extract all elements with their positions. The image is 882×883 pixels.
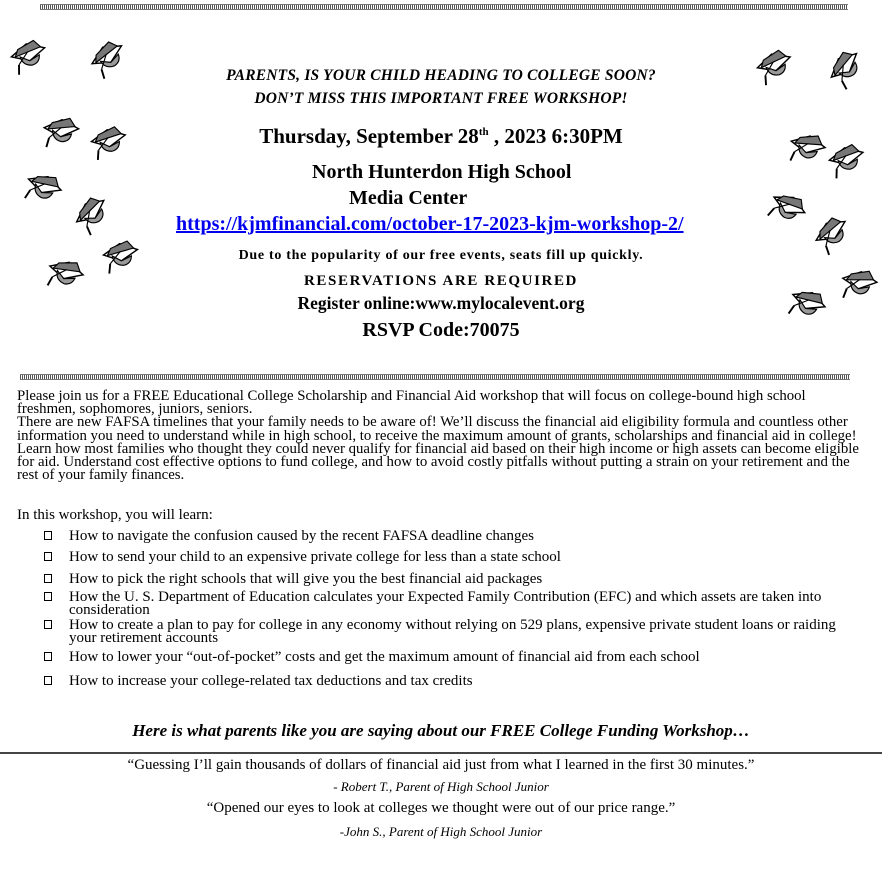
testimonials-heading: Here is what parents like you are saying about our FREE College Funding Workshop… bbox=[132, 721, 750, 740]
checkbox-bullet-icon bbox=[44, 620, 52, 629]
venue-room: Media Center bbox=[349, 187, 468, 209]
checkbox-bullet-icon bbox=[44, 552, 52, 561]
rsvp-code: RSVP Code:70075 bbox=[362, 319, 520, 341]
learn-intro: In this workshop, you will learn: bbox=[17, 507, 213, 523]
workshop-link[interactable]: https://kjmfinancial.com/october-17-2023-kjm-workshop-2/ bbox=[176, 213, 684, 235]
list-item-text: How to increase your college-related tax deductions and tax credits bbox=[69, 673, 473, 689]
graduation-cap-icon bbox=[64, 186, 122, 244]
headline-line-2: DON’T MISS THIS IMPORTANT FREE WORKSHOP! bbox=[254, 90, 628, 107]
register-online: Register online:www.mylocalevent.org bbox=[297, 293, 585, 313]
event-date bbox=[0, 124, 882, 149]
intro-text bbox=[17, 390, 867, 482]
checkbox-bullet-icon bbox=[44, 676, 52, 685]
list-item-text: How the U. S. Department of Education calculates your Expected Family Contribution (EFC) and which assets are taken into consideration bbox=[69, 589, 822, 619]
list-item-text: How to create a plan to pay for college in any economy without relying on 529 plans, expensive private student loans or raiding your retirement accounts bbox=[69, 617, 836, 647]
list-item-text: How to navigate the confusion caused by the recent FAFSA deadline changes bbox=[69, 528, 535, 544]
top-hatched-rule bbox=[40, 4, 848, 10]
checkbox-bullet-icon bbox=[44, 652, 52, 661]
list-item-text: How to pick the right schools that will give you the best financial aid packages bbox=[69, 571, 543, 587]
headline-line-1: PARENTS, IS YOUR CHILD HEADING TO COLLEGE SOON? bbox=[226, 67, 656, 84]
checkbox-bullet-icon bbox=[44, 592, 52, 601]
graduation-cap-icon bbox=[16, 162, 71, 217]
list-item-text: How to send your child to an expensive private college for less than a state school bbox=[69, 549, 561, 565]
event-date-suffix: th bbox=[478, 126, 489, 138]
testimonial-quote: “Opened our eyes to look at colleges we thought were out of our price range.” bbox=[206, 800, 676, 816]
checkbox-bullet-icon bbox=[44, 574, 52, 583]
testimonial-divider bbox=[0, 752, 882, 754]
checkbox-bullet-icon bbox=[44, 531, 52, 540]
testimonial-author: -John S., Parent of High School Junior bbox=[339, 824, 543, 839]
middle-hatched-rule bbox=[20, 374, 850, 380]
testimonial-quote: “Guessing I’ll gain thousands of dollars of financial aid just from what I learned in the first 30 minutes.” bbox=[127, 757, 755, 773]
intro-paragraph: Learn how most families who thought they could never qualify for financial aid based on their high income or high assets can become eligible for aid. Understand cost effective options to fund college, and how to avoid costly pitfalls without putting a strain on your retirement and the rest of your family finances. bbox=[17, 440, 859, 484]
reservations-required: RESERVATIONS ARE REQUIRED bbox=[304, 273, 578, 289]
event-date-main: Thursday, September 28 bbox=[259, 124, 479, 148]
intro-paragraph: There are new FAFSA timelines that your family needs to be aware of! We’ll discuss the financial aid eligibility formula and countless other information you need to understand while in high school, to receive the maximum amount of grants, scholarships and financial aid in college! bbox=[17, 414, 857, 444]
intro-paragraph: Please join us for a FREE Educational College Scholarship and Financial Aid workshop that will focus on college-bound high school freshmen, sophomores, juniors, seniors. bbox=[17, 388, 806, 418]
venue-name: North Hunterdon High School bbox=[312, 161, 572, 183]
testimonial-author: - Robert T., Parent of High School Junior bbox=[333, 779, 549, 794]
event-date-time: , 2023 6:30PM bbox=[488, 124, 623, 148]
list-item-text: How to lower your “out-of-pocket” costs and get the maximum amount of financial aid from each school bbox=[69, 649, 700, 665]
seats-note: Due to the popularity of our free events, seats fill up quickly. bbox=[238, 248, 644, 263]
